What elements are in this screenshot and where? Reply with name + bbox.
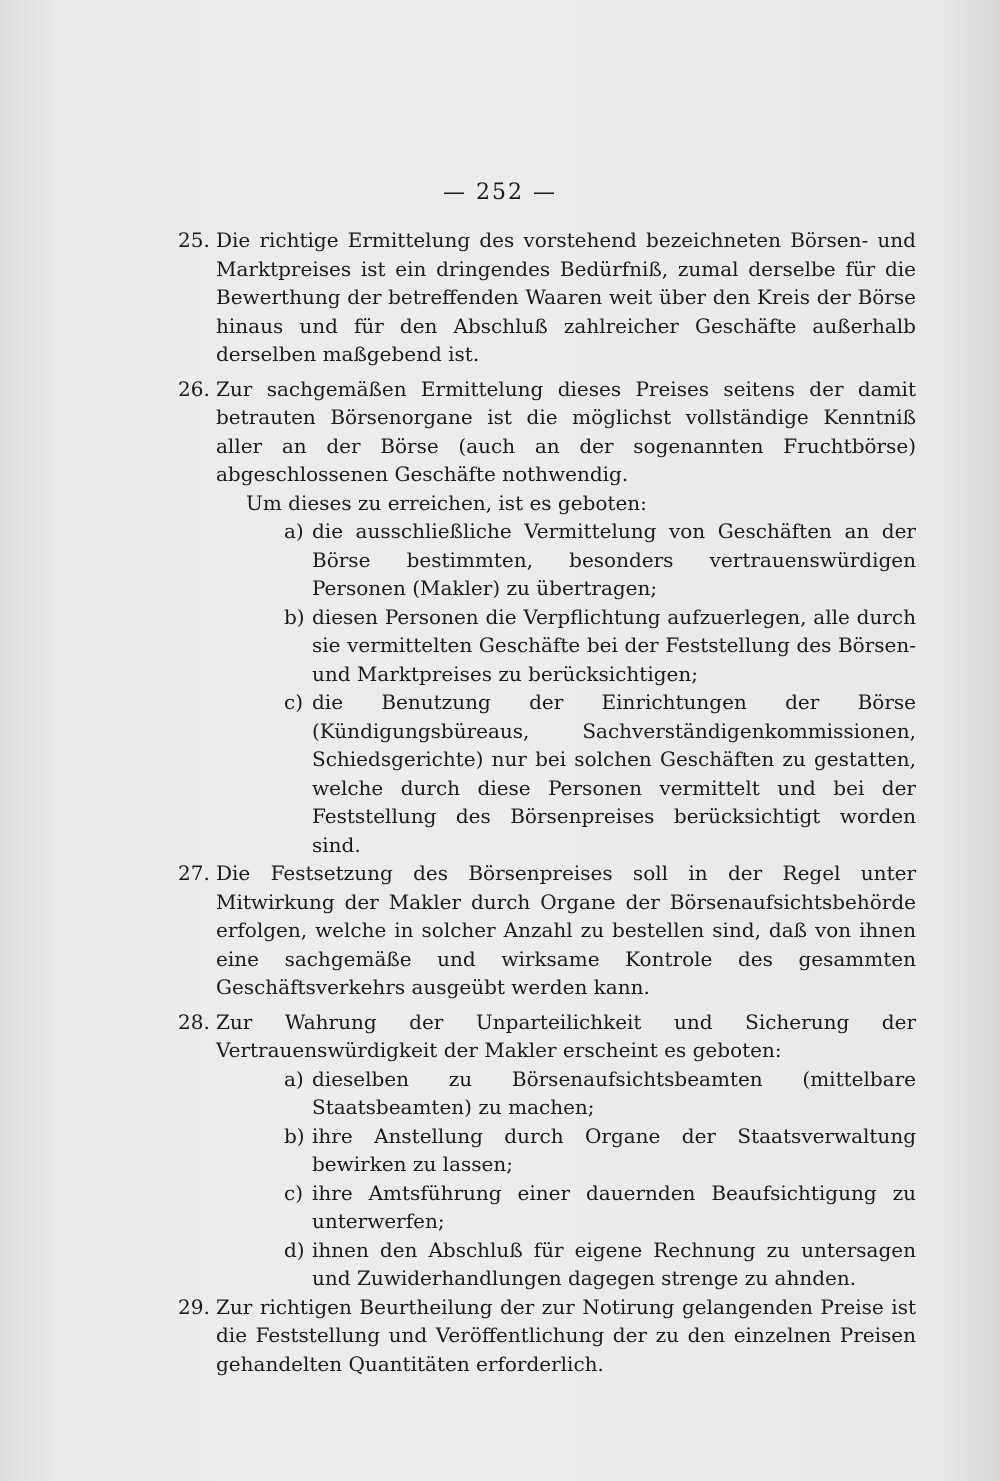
list-item-letter: b)	[284, 1123, 305, 1148]
list-item	[186, 517, 916, 603]
list-item-text: ihre Amtsführung einer dauernden Beaufsichtigung zu unterwerfen;	[312, 1180, 916, 1233]
paragraph-number: 27.	[178, 861, 210, 885]
paragraph-25	[178, 226, 916, 369]
list-item	[186, 1122, 916, 1179]
list-item-text: dieselben zu Börsenaufsichtsbeamten (mittelbare Staatsbeamten) zu machen;	[312, 1066, 916, 1119]
paragraph-text: Zur sachgemäßen Ermittelung dieses Preises seitens der damit betrauten Börsenorgane ist die möglichst vollständige Kenntniß aller an der Börse (auch an der sogenannten Fruchtbörse) abgeschlossenen Geschäfte nothwendig.	[216, 376, 916, 486]
document-body	[178, 226, 916, 1378]
paragraph-number: 29.	[178, 1294, 210, 1319]
paragraph-intro: Um dieses zu erreichen, ist es geboten:	[246, 490, 647, 515]
list-item-text: die ausschließliche Vermittelung von Geschäften an der Börse bestimmten, besonders vertrauenswürdigen Personen (Makler) zu übertragen;	[312, 519, 916, 600]
list-item-letter: d)	[284, 1237, 305, 1262]
paragraph-number: 26.	[178, 376, 210, 401]
list-item	[186, 1179, 916, 1236]
list-item	[186, 1236, 916, 1293]
paragraph-text: Die richtige Ermittelung des vorstehend bezeichneten Börsen- und Marktpreises ist ein dringendes Bedürfniß, zumal derselbe für die Bewerthung der betreffenden Waaren weit über den Kreis der Börse hinaus und für den Abschluß zahlreicher Geschäfte außerhalb derselben maßgebend ist.	[216, 228, 916, 366]
list-item-letter: c)	[284, 1180, 304, 1205]
list-item-letter: a)	[284, 1066, 304, 1091]
paragraph-28	[178, 1008, 916, 1065]
paragraph-26	[178, 375, 916, 489]
paragraph-text: Zur Wahrung der Unparteilichkeit und Sicherung der Vertrauenswürdigkeit der Makler erscheint es geboten:	[216, 1009, 916, 1062]
list-item-letter: c)	[284, 690, 304, 714]
list-item-text: ihnen den Abschluß für eigene Rechnung zu untersagen und Zuwiderhandlungen dagegen strenge zu ahnden.	[312, 1237, 916, 1290]
list-item	[186, 688, 916, 859]
paragraph-text: Die Festsetzung des Börsenpreises soll in der Regel unter Mitwirkung der Makler durch Organe der Börsenaufsichtsbehörde erfolgen, welche in solcher Anzahl zu bestellen sind, daß von ihnen eine sachgemäße und wirksame Kontrole des gesammten Geschäftsverkehrs ausgeübt werden kann.	[216, 861, 916, 999]
paragraph-27	[178, 859, 916, 1002]
paragraph-number: 28.	[178, 1009, 210, 1034]
paragraph-29	[178, 1293, 916, 1379]
paragraph-number: 25.	[178, 228, 210, 252]
list-item-text: diesen Personen die Verpflichtung aufzuerlegen, alle durch sie vermittelten Geschäfte bei der Feststellung des Börsen- und Marktpreises zu berücksichtigen;	[312, 604, 916, 686]
page-number: — 252 —	[443, 180, 557, 205]
list-item-text: die Benutzung der Einrichtungen der Börse (Kündigungsbüreaus, Sachverständigenkommissionen, Schiedsgerichte) nur bei solchen Geschäften zu gestatten, welche durch diese Personen vermittelt und bei der Feststellung des Börsenpreises berücksichtigt worden sind.	[312, 690, 916, 857]
paragraph-text: Zur richtigen Beurtheilung der zur Notirung gelangenden Preise ist die Feststellung und Veröffentlichung der zu den einzelnen Preisen gehandelten Quantitäten erforderlich.	[216, 1294, 916, 1376]
list-item-text: ihre Anstellung durch Organe der Staatsverwaltung bewirken zu lassen;	[312, 1123, 916, 1176]
list-item-letter: b)	[284, 604, 305, 629]
list-item-letter: a)	[284, 519, 304, 543]
list-item	[186, 1065, 916, 1122]
list-item	[186, 603, 916, 689]
